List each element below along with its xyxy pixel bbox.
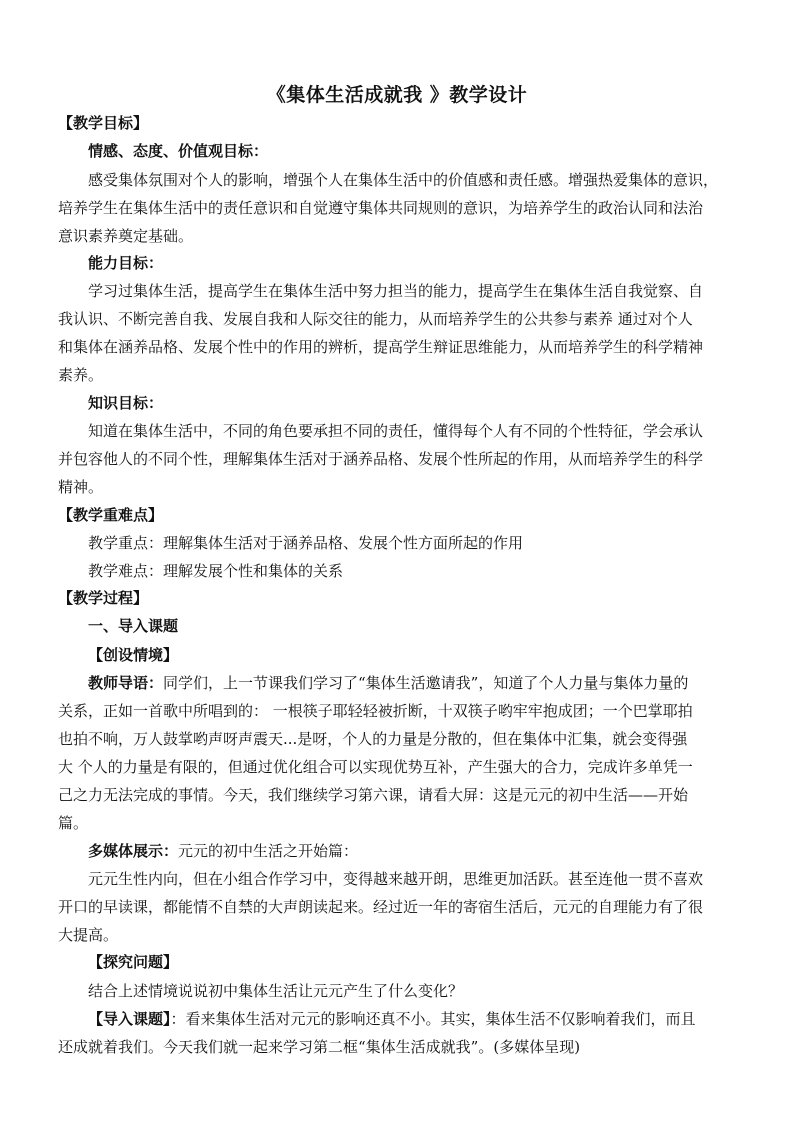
keypoints-heading: 【教学重难点】: [58, 506, 164, 524]
teacher-intro-line-6: 篇。: [58, 814, 89, 832]
knowledge-line-2: 并包容他人的不同个性，理解集体生活对于涵养品格、发展个性所起的作用，从而培养学生的科学: [58, 450, 704, 468]
media-line-3: 大提高。: [58, 926, 119, 944]
intro-topic-text: ：看来集体生活对元元的影响还真不小。其实，集体生活不仅影响着我们，而且: [170, 1010, 696, 1028]
teaching-keypoint: 教学重点：理解集体生活对于涵养品格、发展个性方面所起的作用: [88, 534, 524, 552]
teacher-intro-line-5: 己之力无法完成的事情。今天，我们继续学习第六课，请看大屏：这是元元的初中生活——开始: [58, 786, 689, 804]
process-heading: 【教学过程】: [58, 589, 149, 607]
teacher-intro-line-2: 关系，正如一首歌中所唱到的： 一根筷子耶轻轻被折断，十双筷子哟牢牢抱成团；一个巴掌耶拍: [58, 702, 693, 720]
media-display-text: 元元的初中生活之开始篇：: [178, 842, 359, 860]
emotion-line-2: 培养学生在集体生活中的责任意识和自觉遵守集体共同规则的意识，为培养学生的政治认同和法治: [58, 199, 704, 217]
teacher-intro-label: 教师导语：: [88, 674, 164, 692]
explore-heading: 【探究问题】: [88, 953, 179, 971]
intro-topic-line-2: 还成就着我们。今天我们就一起来学习第二框“集体生活成就我”。(多媒体呈现): [58, 1038, 581, 1056]
media-line-2: 开口的早读课，都能情不自禁的大声朗读起来。经过近一年的寄宿生活后，元元的自理能力有了很: [58, 898, 704, 916]
goals-heading: 【教学目标】: [58, 114, 149, 132]
knowledge-line-1: 知道在集体生活中，不同的角色要承担不同的责任，懂得每个人有不同的个性特征，学会承认: [88, 422, 704, 440]
intro-topic-label: 【导入课题】: [88, 1010, 171, 1028]
teaching-difficulty: 教学难点：理解发展个性和集体的关系: [88, 562, 344, 580]
ability-line-4: 素养。: [58, 366, 104, 384]
media-display-label: 多媒体展示：: [88, 842, 179, 860]
section-1-heading: 一、导入课题: [88, 617, 179, 635]
knowledge-goal-heading: 知识目标：: [88, 394, 164, 412]
media-line-1: 元元生性内向，但在小组合作学习中，变得越来越开朗，思维更加活跃。甚至连他一贯不喜欢: [88, 870, 704, 888]
ability-line-3: 和集体在涵养品格、发展个性中的作用的辨析，提高学生辩证思维能力，从而培养学生的科学精神: [58, 338, 704, 356]
teacher-intro-line-1: [88, 673, 688, 693]
media-display-line: [88, 841, 358, 861]
ability-line-1: 学习过集体生活，提高学生在集体生活中努力担当的能力，提高学生在集体生活自我觉察、自: [88, 282, 704, 300]
emotion-line-3: 意识素养奠定基础。: [58, 227, 194, 245]
ability-line-2: 我认识、不断完善自我、发展自我和人际交往的能力，从而培养学生的公共参与素养 通过对个人: [58, 310, 693, 328]
explore-question: 结合上述情境说说初中集体生活让元元产生了什么变化？: [88, 982, 464, 1000]
ability-goal-heading: 能力目标：: [88, 254, 164, 272]
teacher-intro-line-4: 大 个人的力量是有限的，但通过优化组合可以实现优势互补，产生强大的合力，完成许多单凭一: [58, 758, 693, 776]
teacher-intro-line-3: 也拍不响，万人鼓掌哟声呀声震天...是呀，个人的力量是分散的，但在集体中汇集，就会变得强: [58, 730, 688, 748]
teacher-intro-text: 同学们，上一节课我们学习了“集体生活邀请我”，知道了个人力量与集体力量的: [163, 674, 689, 692]
emotion-line-1: 感受集体氛围对个人的影响，增强个人在集体生活中的价值感和责任感。增强热爱集体的意识，: [88, 171, 719, 189]
document-title: 《集体生活成就我 》教学设计: [266, 84, 528, 106]
emotion-goal-heading: 情感、态度、价值观目标：: [88, 142, 269, 160]
scenario-heading: 【创设情境】: [88, 646, 179, 664]
intro-topic-line-1: [88, 1009, 696, 1029]
knowledge-line-3: 精神。: [58, 478, 104, 496]
